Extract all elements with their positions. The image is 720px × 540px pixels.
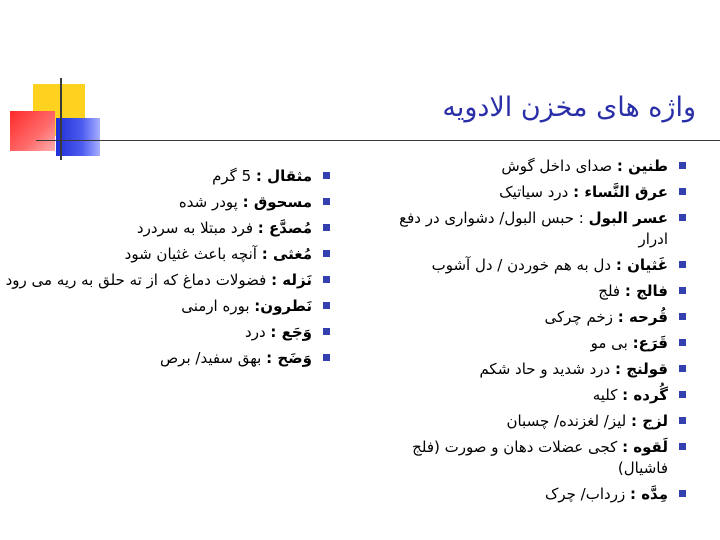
definition: زرداب/ چرک	[544, 485, 630, 503]
term: عسر البول	[588, 209, 668, 227]
term: نَطرون:	[254, 297, 312, 315]
decor-vertical-line	[60, 78, 62, 160]
term: غَثیان :	[615, 256, 668, 274]
term: قَرَع:	[632, 334, 668, 352]
list-item	[380, 182, 690, 203]
list-item	[4, 296, 334, 317]
term: مثقال :	[255, 167, 312, 185]
list-item	[380, 333, 690, 354]
list-item	[4, 270, 334, 291]
definition: بی مو	[590, 334, 633, 352]
list-item	[380, 156, 690, 177]
definition: پودر شده	[178, 193, 243, 211]
list-item	[380, 307, 690, 328]
definition: : حبس البول/ دشواری در دفع ادرار	[399, 209, 668, 248]
definition: 5 گرم	[212, 167, 256, 185]
term: طنین :	[616, 157, 668, 175]
term: وَضَح :	[266, 349, 312, 367]
term: وَجَع :	[270, 323, 312, 341]
list-item	[4, 166, 334, 187]
list-item	[4, 218, 334, 239]
definition: بهق سفید/ برص	[160, 349, 267, 367]
list-item	[380, 411, 690, 432]
decor-horizontal-line	[36, 140, 720, 141]
definition: زخم چرکی	[544, 308, 618, 326]
decor-blue-square	[56, 118, 100, 156]
list-item	[4, 348, 334, 369]
list-item	[4, 192, 334, 213]
list-item	[380, 359, 690, 380]
definition: فرد مبتلا به سردرد	[136, 219, 258, 237]
definition: صدای داخل گوش	[501, 157, 617, 175]
term: مُصدَّع :	[257, 219, 312, 237]
term: گُرده :	[622, 386, 668, 404]
list-item	[380, 281, 690, 302]
definition: فلج	[598, 282, 625, 300]
decor-red-square	[10, 111, 55, 151]
term: مسحوق :	[242, 193, 312, 211]
definition: آنچه باعث غثیان شود	[124, 245, 262, 263]
list-item	[4, 322, 334, 343]
list-item	[380, 484, 690, 505]
definition: بوره ارمنی	[181, 297, 255, 315]
list-item	[4, 244, 334, 265]
definition: کجی عضلات دهان و صورت (فلج فاشیال)	[412, 438, 668, 477]
glossary-list-left	[4, 166, 334, 374]
list-item	[380, 208, 690, 250]
term: مُغثی :	[261, 245, 312, 263]
term: قولنج :	[614, 360, 668, 378]
term: لَقوه :	[622, 438, 668, 456]
list-item	[380, 385, 690, 406]
definition: دل به هم خوردن / دل آشوب	[431, 256, 616, 274]
list-item	[380, 437, 690, 479]
term: عرق النَّساء :	[573, 183, 668, 201]
definition: کلیه	[592, 386, 623, 404]
glossary-list-right	[380, 156, 690, 510]
term: قُرحه :	[617, 308, 668, 326]
definition: لیز/ لغزنده/ چسبان	[506, 412, 631, 430]
term: لزج :	[631, 412, 668, 430]
term: نَزله :	[271, 271, 312, 289]
definition: درد شدید و حاد شکم	[479, 360, 615, 378]
definition: درد سیاتیک	[499, 183, 574, 201]
term: مِدَّه :	[629, 485, 668, 503]
term: فالج :	[624, 282, 668, 300]
definition: درد	[245, 323, 271, 341]
list-item	[380, 255, 690, 276]
slide-title: واژه های مخزن الادویه	[442, 92, 696, 123]
definition: فضولات دماغ که از ته حلق به ریه می رود	[5, 271, 272, 289]
